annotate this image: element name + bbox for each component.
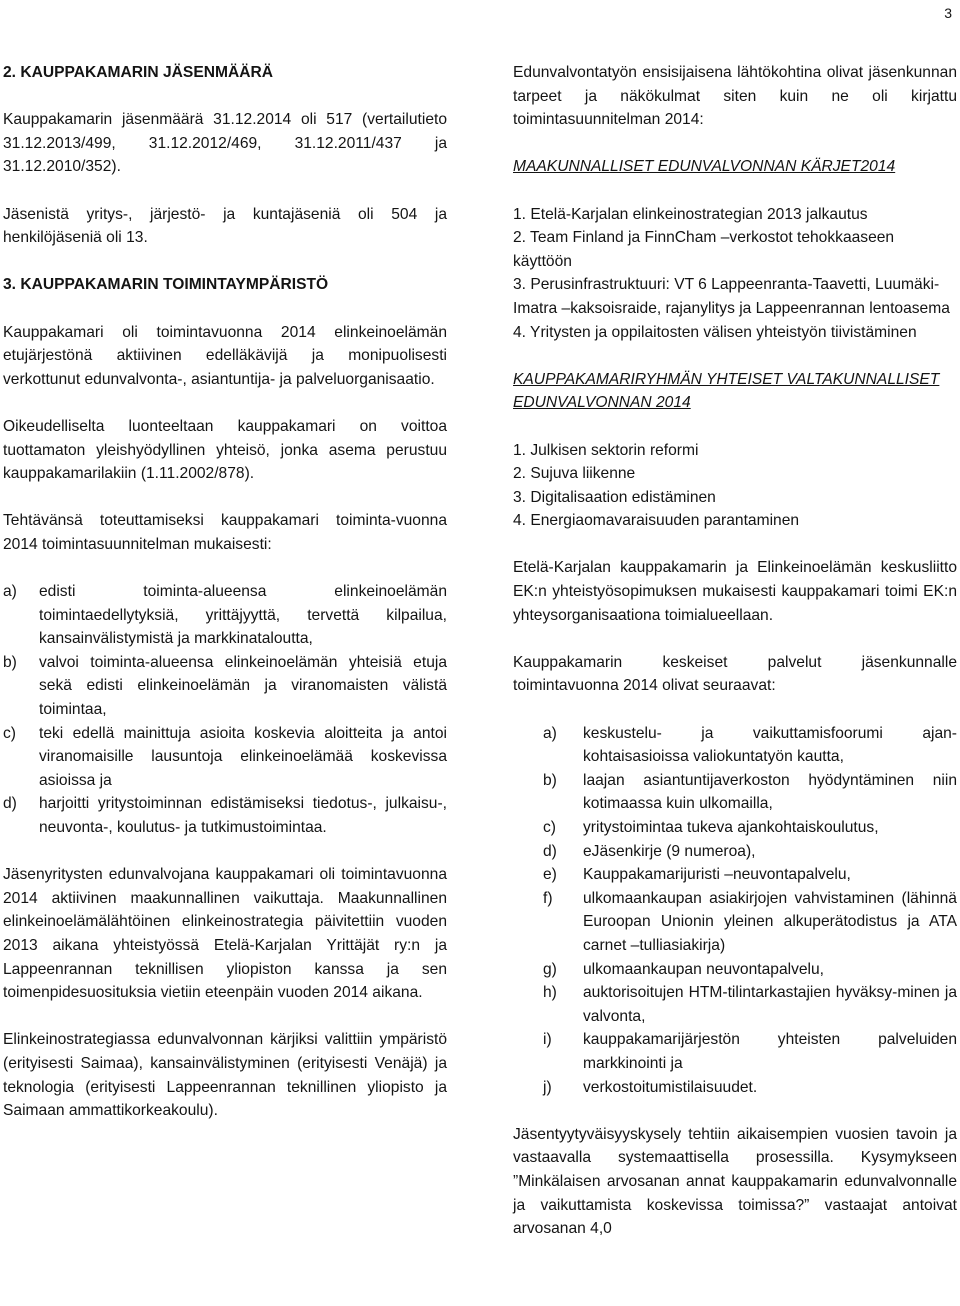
list-item-text: eJäsenkirje (9 numeroa), (583, 842, 756, 860)
list-item (543, 1076, 957, 1100)
heading-operating-environment: 3. KAUPPAKAMARIN TOIMINTAYMPÄRISTÖ (3, 276, 329, 294)
national-priorities-list (513, 439, 957, 533)
list-marker: c) (543, 819, 556, 836)
paragraph-services-intro: Kauppakamarin keskeiset palvelut jäsenkunnalle toimintavuonna 2014 olivat seuraavat: (513, 653, 957, 695)
list-item-text: Kauppakamarijuristi –neuvontapalvelu, (583, 866, 851, 884)
paragraph-advocacy-basis: Edunvalvontatyön ensisijaisena lähtökohtina olivat jäsenkunnan tarpeet ja näkökulmat siten kuin ne oli kirjattu toimintasuunnitelman 2014: (513, 64, 957, 129)
paragraph-strategy: Elinkeinostrategiassa edunvalvonnan kärjiksi valittiin ympäristö (erityisesti Saimaa), kansainvälistyminen (erityisesti Venäjä) ja teknologia (erityisesti Lappeenrannan teknillinen yliopisto ja Saimaan ammattikorkeakoulu). (3, 1031, 447, 1120)
paragraph-member-types: Jäsenistä yritys-, järjestö- ja kuntajäseniä oli 504 ja henkilöjäseniä oli 13. (3, 205, 447, 247)
right-column (513, 61, 957, 1264)
list-item (543, 816, 957, 840)
list-item (3, 651, 447, 722)
list-item: 1. Etelä-Karjalan elinkeinostrategian 2013 jalkautus (513, 205, 868, 223)
services-list (513, 722, 957, 1100)
list-item-text: edisti toiminta-alueensa elinkeinoelämän toimintaedellytyksiä, yrittäjyyttä, tervettä kilpailua, kansainvälistymistä ja markkinataloutta, (39, 583, 447, 648)
regional-priorities-list (513, 203, 957, 345)
paragraph-member-count: Kauppakamarin jäsenmäärä 31.12.2014 oli 517 (vertailutieto 31.12.2013/499, 31.12.2012/469, 31.12.2011/437 ja 31.12.2010/352). (3, 111, 447, 176)
list-marker: b) (3, 653, 17, 671)
list-item-text: keskustelu- ja vaikuttamisfoorumi ajan-kohtaisasioissa valiokuntatyön kautta, (583, 724, 957, 766)
list-item: 4. Energiaomavaraisuuden parantaminen (513, 512, 800, 530)
list-marker: c) (3, 724, 16, 742)
paragraph-member-survey: Jäsentyytyväisyyskysely tehtiin aikaisempien vuosien tavoin ja vastaavalla systemaattisella prosessilla. Kysymykseen ”Minkälaisen arvosanan annat kauppakamarin edunvalvonnalle ja vaikuttamista koskevissa toimissa?” vastaajat antoivat arvosanan 4,0 (513, 1125, 957, 1238)
list-marker: i) (543, 1031, 552, 1049)
list-item: 3. Perusinfrastruktuuri: VT 6 Lappeenranta-Taavetti, Luumäki-Imatra –kaksoisraide, rajanylitys ja Lappeenrannan lentoasema (513, 276, 950, 317)
heading-regional-priorities: MAAKUNNALLISET EDUNVALVONNAN KÄRJET2014 (513, 158, 896, 176)
list-item (543, 722, 957, 769)
list-item (3, 580, 447, 651)
paragraph-legal-status: Oikeudelliselta luonteeltaan kauppakamari on voittoa tuottamaton yleishyödyllinen yhteisö, jonka asema perustuu kauppakamarilakiin (1.11.2002/878). (3, 417, 447, 483)
list-item: 1. Julkisen sektorin reformi (513, 441, 699, 459)
list-marker: b) (543, 771, 557, 789)
list-marker: d) (543, 842, 557, 860)
list-item-text: kauppakamarijärjestön yhteisten palveluiden markkinointi ja (583, 1031, 957, 1072)
list-item (543, 769, 957, 816)
list-item (543, 840, 957, 864)
heading-membership: 2. KAUPPAKAMARIN JÄSENMÄÄRÄ (3, 64, 274, 81)
list-marker: h) (543, 984, 557, 1002)
list-item-text: auktorisoitujen HTM-tilintarkastajien hyväksy-minen ja valvonta, (583, 984, 957, 1025)
list-item (543, 981, 957, 1028)
list-marker: j) (543, 1078, 552, 1096)
page-number: 3 (944, 5, 952, 21)
list-item (543, 958, 957, 982)
list-marker: a) (543, 724, 557, 742)
paragraph-tasks-intro: Tehtävänsä toteuttamiseksi kauppakamari toiminta-vuonna 2014 toimintasuunnitelman mukaisesti: (3, 512, 447, 553)
left-column (3, 61, 447, 1146)
list-item (543, 887, 957, 958)
list-item (3, 792, 447, 839)
list-item: 2. Sujuva liikenne (513, 465, 636, 483)
list-item-text: yritystoimintaa tukeva ajankohtaiskoulutus, (583, 819, 879, 836)
list-marker: g) (543, 960, 557, 978)
heading-national-priorities: KAUPPAKAMARIRYHMÄN YHTEISET VALTAKUNNALLISET EDUNVALVONNAN 2014 (513, 370, 940, 412)
list-item: 4. Yritysten ja oppilaitosten välisen yhteistyön tiivistäminen (513, 323, 917, 341)
list-item-text: harjoitti yritystoiminnan edistämiseksi tiedotus-, julkaisu-, neuvonta-, koulutus- ja tutkimustoimintaa. (39, 795, 447, 836)
list-marker: d) (3, 795, 17, 813)
list-item-text: ulkomaankaupan asiakirjojen vahvistaminen (lähinnä Euroopan Unionin yleinen alkuperätodistus ja ATA carnet –tulliasiakirja) (583, 889, 957, 954)
tasks-list (3, 580, 447, 840)
list-item-text: laajan asiantuntijaverkoston hyödyntäminen niin kotimaassa kuin ulkomailla, (583, 771, 957, 813)
list-marker: a) (3, 583, 17, 601)
list-item: 2. Team Finland ja FinnCham –verkostot tehokkaaseen käyttöön (513, 229, 895, 270)
list-marker: e) (543, 866, 557, 884)
list-item-text: ulkomaankaupan neuvontapalvelu, (583, 960, 825, 978)
list-item-text: teki edellä mainittuja asioita koskevia aloitteita ja antoi viranomaisille lausuntoja elinkeinoelämää koskevissa asioissa ja (39, 724, 447, 789)
paragraph-ek-cooperation: Etelä-Karjalan kauppakamarin ja Elinkeinoelämän keskusliitto EK:n yhteistyösopimuksen mukaisesti kauppakamari toimi EK:n yhteysorganisaationa toimialueellaan. (513, 559, 957, 624)
list-item (543, 863, 957, 887)
list-marker: f) (543, 889, 553, 907)
paragraph-advocacy: Jäsenyritysten edunvalvojana kauppakamari oli toimintavuonna 2014 aktiivinen maakunnallinen vaikuttaja. Maakunnallinen elinkeinoelämälähtöinen elinkeinostrategia päivitettiin vuoden 2013 aikana yhteistyössä Etelä-Karjalan Yrittäjät ry:n ja Lappeenrannan teknillisen yliopiston kanssa ja sen toimenpidesuosituksia vietiin eteenpäin vuoden 2014 aikana. (3, 866, 447, 1002)
list-item (3, 722, 447, 793)
list-item (543, 1028, 957, 1075)
list-item-text: valvoi toiminta-alueensa elinkeinoelämän yhteisiä etuja sekä edisti elinkeinoelämän ja viranomaisten välistä toimintaa, (39, 653, 447, 719)
list-item: 3. Digitalisaation edistäminen (513, 488, 716, 506)
paragraph-environment: Kauppakamari oli toimintavuonna 2014 elinkeinoelämän etujärjestönä aktiivinen edelläkävijä ja monipuolisesti verkottunut edunvalvonta-, asiantuntija- ja palveluorganisaatio. (3, 323, 447, 388)
list-item-text: verkostoitumistilaisuudet. (583, 1078, 758, 1096)
